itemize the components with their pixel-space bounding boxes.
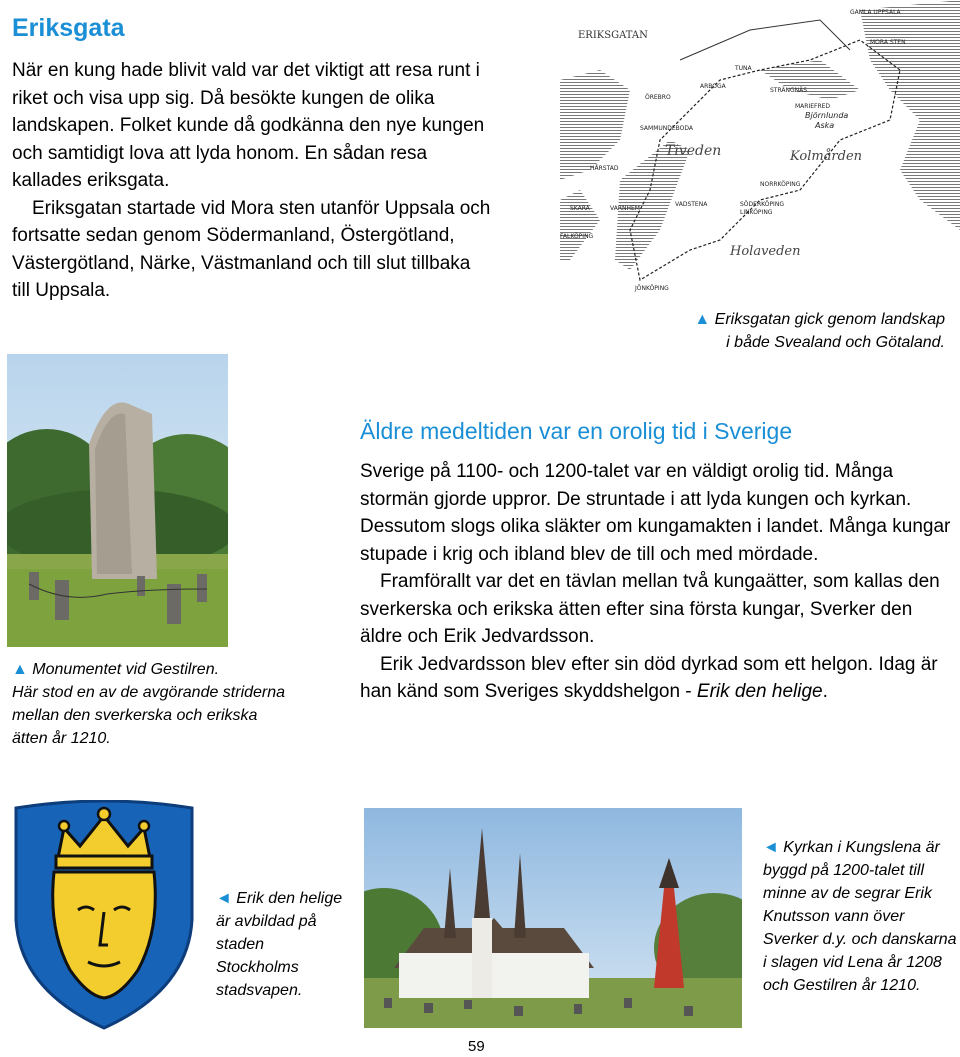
map-label-sammundeboda: SAMMUNDEBODA (640, 125, 694, 132)
map-caption (600, 308, 945, 354)
triangle-up-icon: ▲ (12, 661, 28, 678)
intro-text (12, 57, 492, 305)
map-label-tuna: TUNA (735, 65, 752, 72)
stone-caption-rest: Här stod en av de avgörande striderna mellan den sverkerska och erikska ätten år 1210. (12, 684, 286, 747)
church-caption-text: Kyrkan i Kungslena är byggd på 1200-talet till minne av de segrar Erik Knutsson vann över Sverker d.y. och danskarna i slagen vid Lena år 1208 och Gestilren år 1210. (763, 839, 957, 994)
map-label-skara: SKARA (570, 205, 590, 212)
map-caption-line-1: Eriksgatan gick genom landskap (714, 311, 945, 328)
erik-den-helige-emphasis: Erik den helige (696, 681, 823, 702)
stone-caption-line-1: Monumentet vid Gestilren. (32, 661, 220, 678)
shield-caption (216, 887, 346, 1002)
section-paragraph-1: Sverige på 1100- och 1200-talet var en väldigt orolig tid. Många stormän gjorde uppror. De struntade i att lyda kungen och kyrkan. Dessutom slogs olika släkter om kungamakten i landet. Många kungar stupade i krig och ibland blev de till och med mördade. (360, 461, 951, 565)
stockholm-coat-of-arms (8, 800, 200, 1032)
shield-icon (8, 800, 200, 1032)
map-label-vadstena: VADSTENA (675, 201, 708, 208)
map-label-harstad: HÅRSTAD (590, 165, 619, 172)
rune-stone-photo (7, 354, 228, 647)
kungslena-church-photo (364, 808, 742, 1028)
page-number: 59 (468, 1038, 485, 1055)
map-title: ERIKSGATAN (578, 30, 648, 41)
section-paragraph-3-text: Erik Jedvardsson blev efter sin död dyrkad som ett helgon. Idag är han känd som Sveriges skyddshelgon - (360, 653, 938, 702)
church-caption (763, 836, 958, 997)
triangle-up-icon: ▲ (694, 311, 711, 328)
map-illustration (560, 0, 960, 292)
map-label-strangnas: STRÄNGNÄS (770, 87, 808, 94)
map-label-linkoping: LINKÖPING (740, 209, 773, 216)
map-label-bjornlunda: Björnlunda (805, 111, 849, 120)
map-label-falkoping: FALKÖPING (560, 233, 594, 240)
section-paragraph-2: Framförallt var det en tävlan mellan två kungaätter, som kallas den sverkerska och erikska ätten efter sina första kungar, Sverker den äldre och Erik Jedvardsson. (360, 571, 940, 647)
map-label-mora-sten: MORA STEN (870, 39, 906, 46)
map-label-jonkoping: JÖNKÖPING (635, 285, 669, 292)
intro-paragraph-1: När en kung hade blivit vald var det viktigt att resa runt i riket och visa upp sig. Då besökte kungen de olika landskapen. Folket kunde då godkänna den nye kungen och samtidigt lova att lyda honom. En sådan resa kallades eriksgata. (12, 60, 485, 191)
section-heading: Äldre medeltiden var en orolig tid i Sverige (360, 418, 793, 444)
page-title: Eriksgata (12, 14, 125, 42)
map-label-arboga: ARBOGA (700, 83, 726, 90)
map-label-orebro: ÖREBRO (645, 94, 671, 101)
map-caption-line-2: i både Svealand och Götaland. (726, 334, 945, 351)
eriksgatan-map (560, 0, 960, 292)
intro-paragraph-2: Eriksgatan startade vid Mora sten utanför Uppsala och fortsatte sedan genom Södermanland, Östergötland, Västergötland, Närke, Västmanland och till slut tillbaka till Uppsala. (12, 197, 491, 301)
map-label-mariefred: MARIEFRED (795, 103, 831, 110)
triangle-left-icon: ◄ (216, 890, 232, 907)
map-label-kolmarden: Kolmården (790, 149, 863, 164)
section-paragraph-3-end: . (822, 681, 828, 702)
map-label-aska: Aska (815, 121, 835, 130)
section-paragraph-3 (360, 651, 955, 706)
map-label-varnhem: VARNHEM (610, 205, 640, 212)
map-label-norrkoping: NORRKÖPING (760, 181, 801, 188)
map-label-tiveden: Tiveden (665, 143, 722, 159)
triangle-left-icon: ◄ (763, 839, 779, 856)
map-label-soderkoping: SÖDERKÖPING (740, 201, 784, 208)
shield-caption-text: Erik den helige är avbildad på staden Stockholms stadsvapen. (216, 890, 343, 999)
map-label-gamla-uppsala: GAMLA UPPSALA (850, 9, 901, 16)
map-label-holaveden: Holaveden (730, 244, 801, 259)
section-text (360, 458, 955, 706)
stone-caption (12, 658, 292, 750)
